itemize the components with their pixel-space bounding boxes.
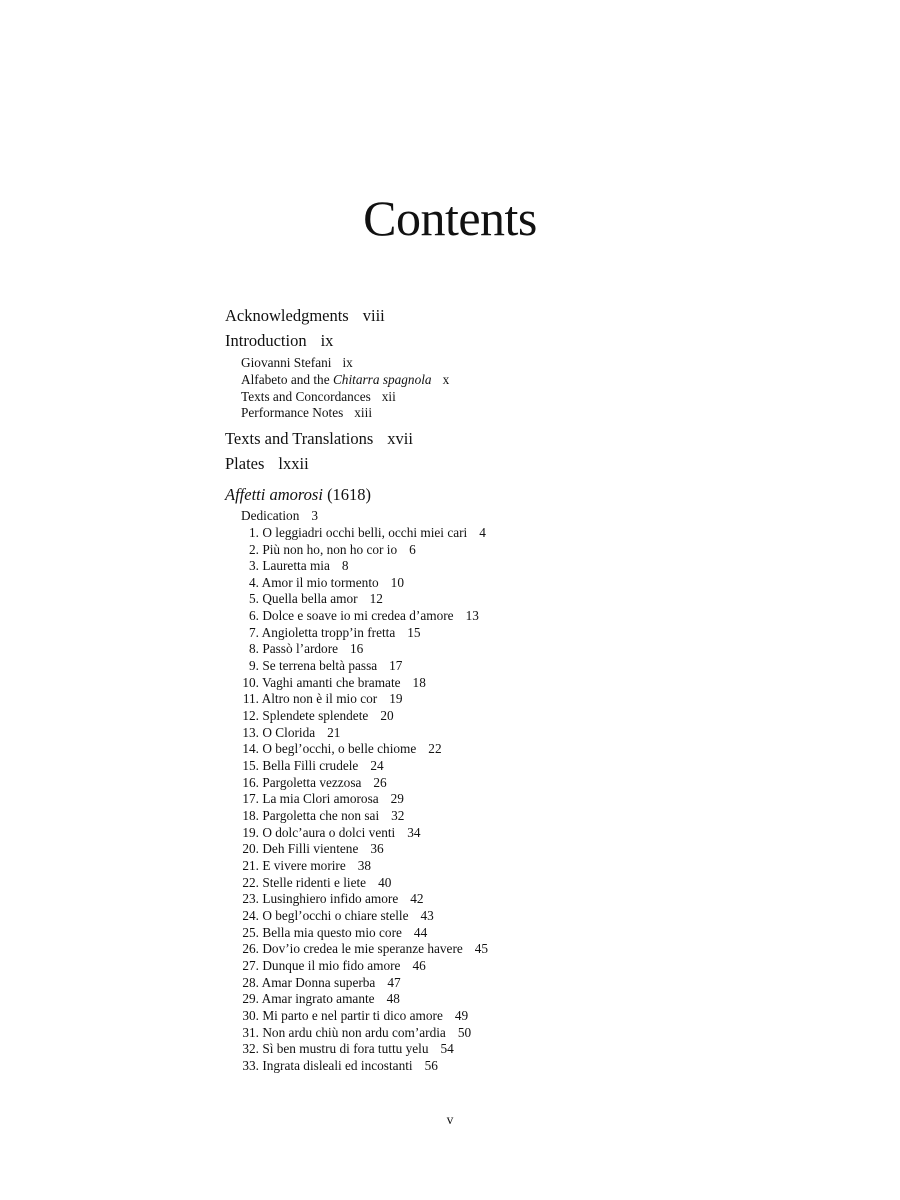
song-entry[interactable] (241, 825, 825, 842)
song-title: Amar Donna superba (261, 974, 376, 990)
song-title: Passò l’ardore (262, 641, 339, 657)
song-entry[interactable] (241, 591, 825, 608)
song-page: 12 (369, 591, 383, 607)
song-page: 47 (387, 974, 401, 990)
song-title: Quella bella amor (262, 591, 358, 607)
song-title: Angioletta tropp’in fretta (261, 624, 396, 640)
song-entry[interactable] (241, 1025, 825, 1042)
song-number: 11. (242, 691, 259, 707)
song-entry[interactable] (241, 925, 825, 942)
song-number: 13. (242, 724, 259, 740)
song-entry[interactable] (241, 1041, 825, 1058)
song-entry[interactable] (241, 791, 825, 808)
toc-entry-page: xii (381, 388, 396, 404)
song-entries (241, 525, 825, 1075)
song-title: O Clorida (262, 724, 316, 740)
song-entry[interactable] (241, 558, 825, 575)
song-entry[interactable] (241, 841, 825, 858)
table-of-contents (225, 303, 825, 1075)
song-entry[interactable] (241, 975, 825, 992)
song-page: 56 (424, 1057, 438, 1073)
song-title: Dolce e soave io mi credea d’amore (262, 608, 454, 624)
song-title: O begl’occhi, o belle chiome (262, 741, 417, 757)
song-page: 34 (407, 824, 421, 840)
song-title: Se terrena beltà passa (262, 658, 378, 674)
song-page: 17 (389, 658, 403, 674)
song-page: 26 (373, 774, 387, 790)
song-entry[interactable] (241, 708, 825, 725)
song-page: 13 (465, 608, 479, 624)
song-title: Vaghi amanti che bramate (262, 674, 401, 690)
song-number: 15. (242, 758, 259, 774)
toc-entry-plates[interactable] (225, 451, 825, 476)
song-number: 14. (242, 741, 259, 757)
song-title: Stelle ridenti e liete (262, 874, 367, 890)
song-page: 40 (378, 874, 392, 890)
song-page: 20 (380, 708, 394, 724)
song-title: O begl’occhi o chiare stelle (262, 907, 409, 923)
toc-entry-acknowledgments[interactable] (225, 303, 825, 328)
song-entry[interactable] (241, 1058, 825, 1075)
page-title: Contents (363, 190, 537, 246)
song-page: 49 (454, 1007, 469, 1023)
song-page: 36 (370, 841, 384, 857)
song-page: 38 (357, 857, 372, 873)
song-entry[interactable] (241, 941, 825, 958)
toc-entry-label: Performance Notes (241, 405, 344, 421)
collection-heading[interactable] (225, 482, 825, 507)
song-page: 29 (390, 791, 404, 807)
song-page: 18 (412, 674, 426, 690)
song-number: 21. (242, 857, 259, 873)
toc-entry-page: xiii (354, 405, 373, 421)
toc-entry-label: Texts and Concordances (241, 388, 371, 404)
song-entry[interactable] (241, 575, 825, 592)
collection-year: (1618) (327, 485, 372, 505)
song-entry[interactable] (241, 908, 825, 925)
toc-entry-label: Acknowledgments (225, 306, 349, 325)
song-number: 29. (242, 991, 259, 1007)
song-number: 25. (242, 924, 259, 940)
toc-subentry[interactable] (241, 405, 825, 422)
song-page: 43 (420, 907, 434, 923)
song-entry[interactable] (241, 741, 825, 758)
toc-entry-label: Texts and Translations (225, 429, 374, 449)
song-title: Dov’io credea le mie speranze havere (262, 941, 463, 957)
song-entry[interactable] (241, 608, 825, 625)
song-title: Amar ingrato amante (261, 991, 375, 1007)
song-page: 24 (370, 758, 384, 774)
song-number: 10. (242, 674, 259, 690)
song-entry[interactable] (241, 658, 825, 675)
song-number: 18. (242, 808, 259, 823)
song-entry[interactable] (241, 691, 825, 708)
song-number: 23. (242, 891, 259, 907)
toc-entry-page: x (442, 371, 450, 387)
toc-subentry[interactable] (241, 389, 825, 406)
song-number: 33. (242, 1057, 259, 1073)
page-number: v (446, 1112, 454, 1127)
toc-subentry[interactable] (241, 355, 825, 372)
song-page: 54 (440, 1041, 454, 1057)
song-title: Pargoletta vezzosa (262, 774, 362, 790)
song-title: Mi parto e nel partir ti dico amore (262, 1007, 443, 1023)
song-entry[interactable] (241, 758, 825, 775)
song-page: 44 (413, 924, 428, 940)
song-page: 8 (341, 558, 349, 574)
song-entry[interactable] (241, 525, 825, 542)
toc-entry-introduction[interactable] (225, 328, 825, 353)
song-number: 6. (249, 608, 259, 624)
song-number: 26. (242, 941, 259, 957)
song-number: 16. (242, 774, 259, 790)
song-number: 8. (249, 641, 259, 657)
song-number: 27. (242, 957, 259, 973)
song-title: Deh Filli vientene (262, 841, 359, 857)
song-entry[interactable] (241, 675, 825, 692)
song-title: O leggiadri occhi belli, occhi miei cari (262, 524, 468, 540)
toc-entry-page: ix (342, 355, 353, 370)
song-entry[interactable] (241, 625, 825, 642)
song-page: 6 (409, 541, 416, 557)
song-entry[interactable] (241, 725, 825, 742)
song-number: 9. (249, 658, 259, 674)
song-entry[interactable] (241, 958, 825, 975)
song-number: 5. (249, 591, 259, 607)
song-page: 22 (428, 741, 442, 757)
introduction-subsections (225, 355, 825, 422)
song-page: 42 (410, 891, 424, 907)
song-number: 1. (249, 524, 259, 540)
song-title: Più non ho, non ho cor io (262, 541, 398, 557)
song-title: Sì ben mustru di fora tuttu yelu (262, 1041, 429, 1057)
song-title: Bella Filli crudele (262, 758, 359, 774)
song-title: Non ardu chiù non ardu com’ardia (262, 1024, 446, 1040)
toc-entry-label: Dedication (241, 508, 300, 524)
song-entry[interactable] (241, 775, 825, 792)
song-number: 32. (242, 1041, 259, 1057)
song-page: 50 (457, 1024, 472, 1040)
song-number: 7. (249, 624, 259, 640)
song-title: Bella mia questo mio core (262, 924, 402, 940)
song-number: 22. (242, 874, 259, 890)
song-number: 12. (242, 708, 259, 724)
toc-entry-label: Alfabeto and the (241, 371, 333, 387)
song-entry[interactable] (241, 991, 825, 1008)
song-number: 28. (242, 974, 259, 990)
toc-entry-page: 3 (311, 508, 318, 524)
song-title: O dolc’aura o dolci venti (262, 824, 396, 840)
song-title: Lauretta mia (262, 558, 330, 574)
song-entry[interactable] (241, 875, 825, 892)
song-title: Pargoletta che non sai (262, 808, 380, 823)
song-number: 3. (249, 558, 259, 574)
collection-title: Affetti amorosi (225, 485, 323, 505)
song-page: 4 (479, 524, 486, 540)
song-title: E vivere morire (262, 857, 346, 873)
song-number: 17. (242, 791, 259, 807)
song-title: Ingrata disleali ed incostanti (262, 1057, 413, 1073)
song-page: 48 (386, 991, 400, 1007)
toc-entry-page: lxxii (278, 454, 309, 474)
song-number: 20. (242, 841, 259, 857)
song-number: 31. (242, 1024, 259, 1040)
toc-entry-page: xvii (387, 429, 413, 449)
song-page: 10 (390, 574, 404, 590)
song-number: 2. (249, 541, 259, 557)
song-page: 45 (474, 941, 489, 957)
song-title: Amor il mio tormento (261, 574, 379, 590)
song-entry[interactable] (241, 641, 825, 658)
song-page: 16 (350, 641, 364, 657)
song-title: Lusinghiero infido amore (262, 891, 399, 907)
toc-subentry[interactable] (241, 372, 825, 389)
song-page: 46 (412, 957, 426, 973)
song-number: 19. (242, 824, 259, 840)
song-page: 32 (391, 808, 405, 823)
song-entry[interactable] (241, 891, 825, 908)
toc-entry-page: ix (320, 331, 334, 350)
song-number: 4. (249, 574, 259, 590)
song-entry[interactable] (241, 858, 825, 875)
song-list (225, 508, 825, 1074)
song-title: Altro non è il mio cor (261, 691, 378, 707)
song-number: 24. (242, 907, 259, 923)
song-entry[interactable] (241, 542, 825, 559)
toc-entry-dedication[interactable] (241, 508, 825, 525)
song-title: La mia Clori amorosa (262, 791, 379, 807)
toc-entry-page: viii (362, 306, 385, 325)
song-page: 15 (407, 624, 421, 640)
song-entry[interactable] (241, 1008, 825, 1025)
toc-entry-label: Giovanni Stefani (241, 355, 332, 370)
toc-entry-label-italic: Chitarra spagnola (332, 371, 432, 387)
song-title: Splendete splendete (262, 708, 369, 724)
song-title: Dunque il mio fido amore (262, 957, 401, 973)
song-page: 19 (389, 691, 403, 707)
toc-entry-texts-translations[interactable] (225, 426, 825, 451)
song-page: 21 (327, 724, 341, 740)
song-entry[interactable] (241, 808, 825, 825)
toc-entry-label: Plates (225, 454, 265, 474)
song-number: 30. (242, 1007, 259, 1023)
toc-entry-label: Introduction (225, 331, 307, 350)
